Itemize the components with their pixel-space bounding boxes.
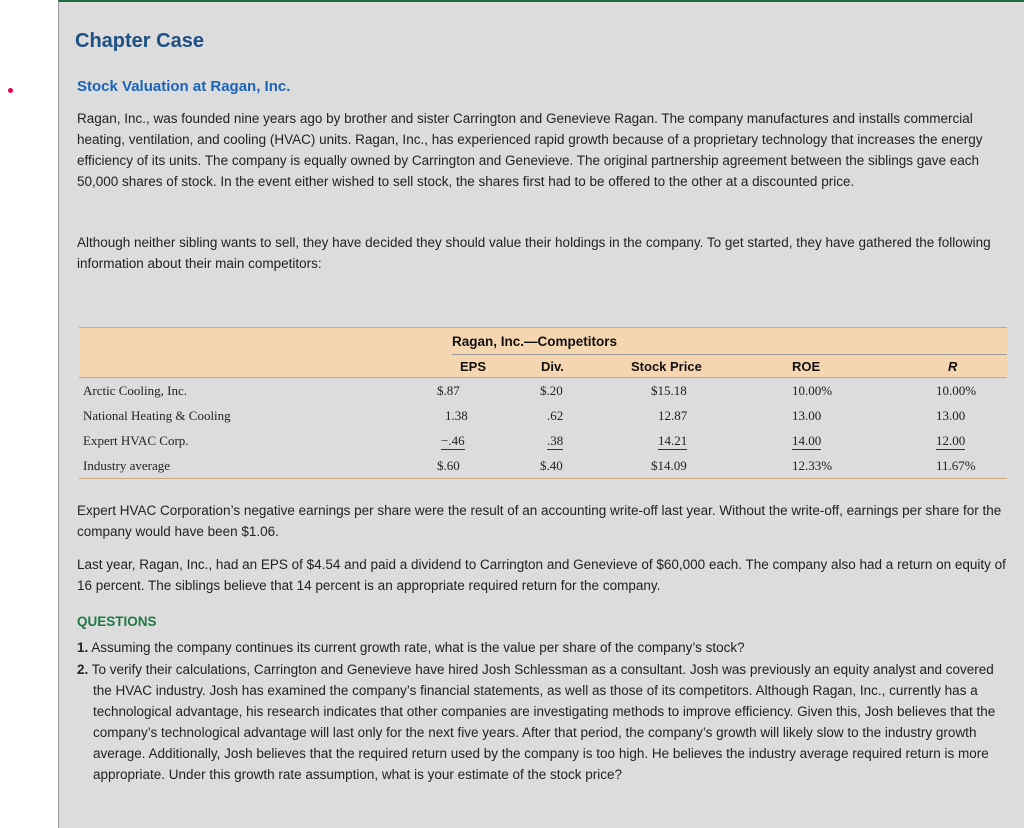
table-header-rule bbox=[452, 354, 1007, 355]
table-row bbox=[79, 428, 1007, 453]
question-text: To verify their calculations, Carrington and Genevieve have hired Josh Schlessman as a consultant. Josh was previously an equity analyst and covered the HVAC industry. Josh has examined the company’s financial statements, as well as those of its competitors. Although Ragan, Inc., currently has a technological advantage, his research indicates that other companies are investigating methods to improve efficiency. Given this, Josh believes that the company’s technological advantage will last only for the next five years. After that period, the company’s growth will likely slow to the industry growth average. Additionally, Josh believes that the required return used by the company is too high. He believes the industry average required return is more appropriate. Under this growth rate assumption, what is your estimate of the stock price? bbox=[91, 662, 996, 782]
eps-cell: −.46 bbox=[441, 433, 465, 448]
question-1 bbox=[77, 637, 1011, 658]
ragan-eps-paragraph: Last year, Ragan, Inc., had an EPS of $4.54 and paid a dividend to Carrington and Genevieve of $60,000 each. The company also had a return on equity of 16 percent. The siblings believe that 14 percent is an appropriate required return for the company. bbox=[77, 557, 1006, 593]
col-header-div: Div. bbox=[541, 359, 564, 374]
bullet-dot bbox=[8, 88, 13, 93]
eps-cell: $.87 bbox=[437, 383, 460, 398]
r-cell: 10.00% bbox=[936, 383, 977, 398]
div-cell: $.20 bbox=[540, 383, 563, 398]
roe-cell: 13.00 bbox=[792, 408, 822, 423]
r-cell: 13.00 bbox=[936, 408, 966, 423]
chapter-case-panel bbox=[58, 0, 1024, 828]
table-row bbox=[79, 403, 1007, 428]
roe-cell: 14.00 bbox=[792, 433, 822, 448]
company-name: Industry average bbox=[83, 458, 170, 473]
company-name: Expert HVAC Corp. bbox=[83, 433, 189, 448]
competitors-table bbox=[79, 327, 1007, 479]
question-number: 2. bbox=[77, 662, 89, 677]
price-cell: 14.21 bbox=[658, 433, 688, 448]
col-header-r: R bbox=[948, 359, 958, 374]
price-cell: 12.87 bbox=[658, 408, 688, 423]
intro-paragraph: Ragan, Inc., was founded nine years ago by brother and sister Carrington and Genevieve Ragan. The company manufactures and installs commercial heating, ventilation, and cooling (HVAC) units. Ragan, Inc., has experienced rapid growth because of a proprietary technology that increases the energy efficiency of its units. The company is equally owned by Carrington and Genevieve. The original partnership agreement between the siblings gave each 50,000 shares of stock. In the event either wished to sell stock, the shares first had to be offered to the other at a discounted price. bbox=[77, 111, 983, 189]
table-header bbox=[79, 327, 1007, 378]
col-header-eps: EPS bbox=[460, 359, 487, 374]
div-cell: .38 bbox=[547, 433, 564, 448]
r-cell: 11.67% bbox=[936, 458, 976, 473]
write-off-paragraph: Expert HVAC Corporation’s negative earnings per share were the result of an accounting write-off last year. Without the write-off, earnings per share for the company would have been $1.06. bbox=[77, 503, 1002, 539]
eps-cell: 1.38 bbox=[445, 408, 468, 423]
table-row bbox=[79, 378, 1007, 403]
price-cell: $15.18 bbox=[651, 383, 687, 398]
col-header-price: Stock Price bbox=[631, 359, 702, 374]
table-row bbox=[79, 453, 1007, 478]
div-cell: $.40 bbox=[540, 458, 563, 473]
company-name: Arctic Cooling, Inc. bbox=[83, 383, 187, 398]
table-bottom-rule bbox=[79, 478, 1007, 479]
eps-cell: $.60 bbox=[437, 458, 460, 473]
r-cell: 12.00 bbox=[936, 433, 966, 448]
company-name: National Heating & Cooling bbox=[83, 408, 231, 423]
case-title: Stock Valuation at Ragan, Inc. bbox=[77, 78, 291, 95]
div-cell: .62 bbox=[547, 408, 564, 423]
table-title: Ragan, Inc.—Competitors bbox=[452, 334, 618, 349]
roe-cell: 10.00% bbox=[792, 383, 833, 398]
competitors-intro-paragraph: Although neither sibling wants to sell, they have decided they should value their holdings in the company. To get started, they have gathered the following information about their main competitors: bbox=[77, 235, 991, 271]
question-number: 1. bbox=[77, 640, 89, 655]
roe-cell: 12.33% bbox=[792, 458, 833, 473]
col-header-roe: ROE bbox=[792, 359, 821, 374]
question-2 bbox=[77, 659, 1011, 785]
price-cell: $14.09 bbox=[651, 458, 687, 473]
questions-heading: QUESTIONS bbox=[77, 614, 157, 629]
chapter-title: Chapter Case bbox=[75, 30, 204, 52]
question-text: Assuming the company continues its current growth rate, what is the value per share of the company’s stock? bbox=[91, 640, 745, 655]
